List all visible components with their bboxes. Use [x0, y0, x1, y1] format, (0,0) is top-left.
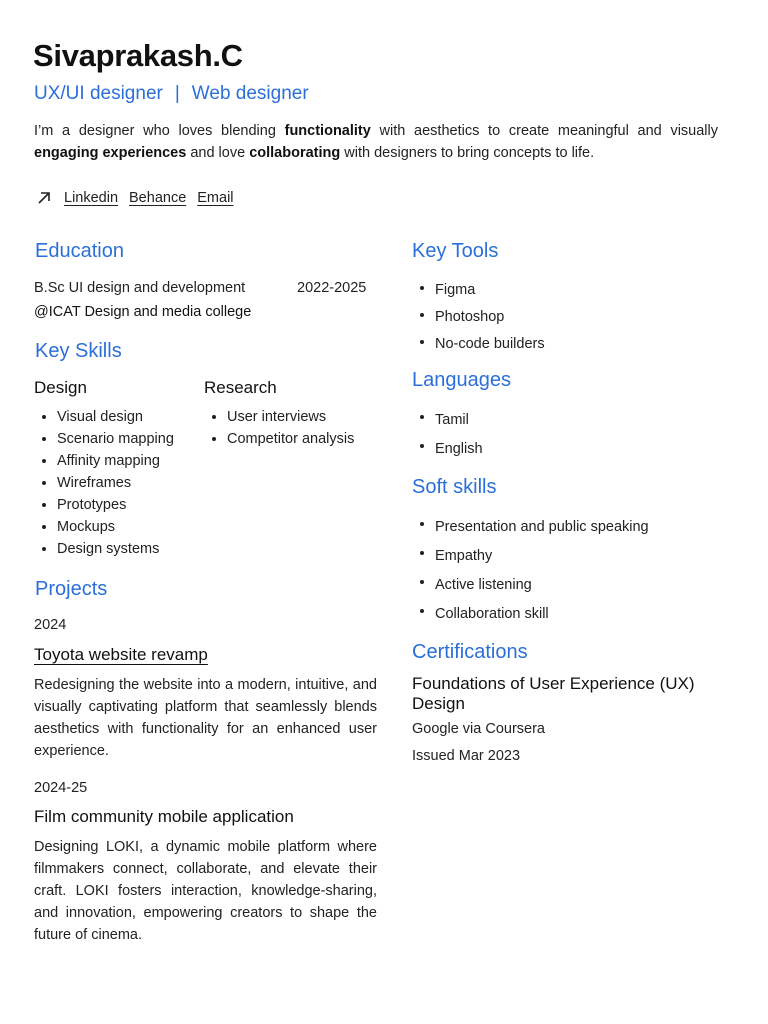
list-item: Empathy — [412, 542, 649, 571]
list-item: Affinity mapping — [34, 450, 174, 472]
certification-title: Foundations of User Experience (UX) Design — [412, 674, 695, 713]
research-skills-list — [204, 406, 354, 450]
list-item: Mockups — [34, 516, 174, 538]
list-item: Figma — [412, 277, 545, 304]
soft-skills-list — [412, 513, 649, 629]
education-heading: Education — [35, 240, 124, 262]
list-item: Tamil — [412, 406, 483, 435]
list-item: No-code builders — [412, 331, 545, 358]
list-item: Wireframes — [34, 472, 174, 494]
bio-text: and love — [186, 145, 250, 161]
arrow-up-right-icon — [34, 188, 54, 208]
project-title: Film community mobile application — [34, 807, 294, 826]
key-tools-heading: Key Tools — [412, 240, 499, 262]
project-description: Redesigning the website into a modern, intuitive, and visually captivating platform that seamlessly blends aesthetics with functionality for an enhanced user experience. — [34, 677, 377, 759]
resume-name: Sivaprakash.C — [33, 38, 243, 73]
list-item: Active listening — [412, 571, 649, 600]
bio-text: with designers to bring concepts to life. — [340, 145, 595, 161]
contact-links — [34, 188, 245, 208]
role-secondary: Web designer — [191, 83, 309, 104]
behance-link[interactable]: Behance — [129, 190, 187, 206]
list-item: Presentation and public speaking — [412, 513, 649, 542]
bio-bold: collaborating — [249, 145, 341, 161]
list-item: Visual design — [34, 406, 174, 428]
projects-heading: Projects — [35, 578, 108, 600]
role-line — [34, 83, 309, 105]
bio-bold: functionality — [284, 123, 371, 139]
bio-paragraph — [34, 120, 718, 164]
languages-list — [412, 406, 483, 464]
education-degree: B.Sc UI design and development — [34, 280, 246, 296]
list-item: Competitor analysis — [204, 428, 354, 450]
list-item: Design systems — [34, 538, 174, 560]
role-separator: | — [174, 83, 180, 104]
education-years: 2022-2025 — [297, 280, 367, 296]
linkedin-link[interactable]: Linkedin — [64, 190, 119, 206]
design-skills-list — [34, 406, 174, 560]
email-link[interactable]: Email — [197, 190, 234, 206]
list-item: User interviews — [204, 406, 354, 428]
role-primary: UX/UI designer — [34, 83, 163, 104]
list-item: Photoshop — [412, 304, 545, 331]
languages-heading: Languages — [412, 369, 511, 391]
project-title: Toyota website revamp — [34, 645, 208, 664]
bio-text: with aesthetics to create meaningful and visually — [370, 123, 719, 139]
list-item: English — [412, 435, 483, 464]
education-college: @ICAT Design and media college — [34, 304, 252, 320]
list-item: Collaboration skill — [412, 600, 649, 629]
project-year: 2024 — [34, 617, 67, 633]
list-item: Prototypes — [34, 494, 174, 516]
project-description: Designing LOKI, a dynamic mobile platform where filmmakers connect, collaborate, and elevate their craft. LOKI fosters interaction, knowledge-sharing, and innovation, empowering creators to shape the future of cinema. — [34, 839, 377, 943]
key-skills-heading: Key Skills — [35, 340, 122, 362]
bio-bold: engaging experiences — [34, 145, 187, 161]
certifications-heading: Certifications — [412, 641, 528, 663]
list-item: Scenario mapping — [34, 428, 174, 450]
certification-issued-date: Issued Mar 2023 — [412, 748, 521, 764]
project-year: 2024-25 — [34, 780, 88, 796]
soft-skills-heading: Soft skills — [412, 476, 497, 498]
certification-issuer: Google via Coursera — [412, 721, 545, 737]
research-skills-title: Research — [204, 378, 277, 397]
key-tools-list — [412, 277, 545, 358]
bio-text: I’m a designer who loves blending — [34, 123, 285, 139]
design-skills-title: Design — [34, 378, 87, 397]
